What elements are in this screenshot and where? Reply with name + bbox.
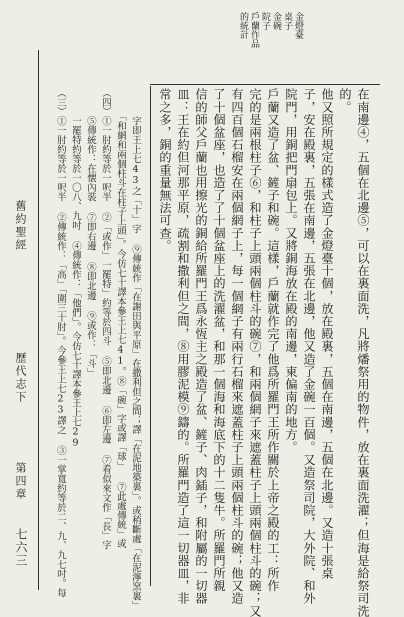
body-line-5: 院門，用銅把門扇包上。又將銅海放在殿的南邊，東偏南的地方。 [284, 88, 298, 454]
gloss-lampstand: 金燈臺 [293, 12, 303, 39]
notes-rule [150, 86, 151, 586]
top-rule [150, 84, 380, 85]
running-head-chapter: 第四章 [14, 462, 27, 501]
header-rule [38, 50, 39, 590]
footnote-1: （三）①一肘約等於一呎半 ②傳統作：「高」「圍三十肘」。今參王上七23譯之 ③一掌寬約等於二、九、九七吋。每 [55, 88, 66, 598]
body-line-12: 常之多，銅的重量無法可查。 [158, 88, 172, 252]
gloss-huram-works: 戶蘭作品 [249, 12, 259, 48]
body-line-6: 戶蘭又造了盆、鏟子和碗。這樣，戶蘭就作完了他爲所羅門王所作關於上帝之殿的工：所作 [266, 88, 280, 592]
gloss-court: 院子 [260, 12, 270, 30]
footnote-4: （四）①一肘約等於一呎半 ②「或作」一罷特」約等於四斗 ⑤即北邊 ⑥即左邊 ⑦看似來文作「長」字 [100, 88, 111, 550]
body-line-8: 有四百個石榴安在兩個網子上，每一個網子有兩行石榴來遮蓋柱子上頭兩個柱斗的碗；他又造 [230, 88, 244, 605]
page-number: 七六三 [14, 528, 28, 567]
body-line-4: 子，安在殿裏，五張在南邊，五張在北邊，他又造了金碗一百個。又造祭司院，大外院、和外 [302, 88, 316, 605]
body-line-1: 在南邊④，五個在北邊⑤，可以在裏面洗，凡將燔祭用的物件，放在裏面洗濯；但海是給祭司洗 [356, 88, 370, 617]
body-line-11: 皿：王在約但河那平原，疏割和撒利但之間，⑧用膠泥模⑨鑄的。所羅門造了這一切器皿，非 [176, 88, 190, 605]
body-line-9: 了十個盆座，也造了了十個盆座上的洗濯盆，和那一個海和海底下的十二隻牛。所羅門所親 [212, 88, 226, 592]
gloss-summary: 的統計 [238, 12, 248, 39]
running-head-section: 歷代志下 [14, 352, 27, 404]
body-line-3: 他又照所規定的樣式造了金燈臺十個，放在殿裏，五個在南邊，五個在北邊。又造十張桌 [320, 88, 334, 580]
footnote-5: 「和網和兩個柱斗在柱子上頭」。今仿七十譯本參王上七41。⑧「碗」字或譯「球」 ⑦此處傳統」或 [115, 88, 126, 549]
running-head-book: 舊約聖經 [14, 200, 27, 252]
gloss-bowls: 金碗 [271, 12, 281, 30]
footnote-2: 一罷特約等於一〇八、九吋 ④傳統作：「他們」。今仿七十譯本參王上七29 [70, 88, 81, 449]
gloss-tables: 桌子 [282, 12, 292, 30]
body-line-10: 信的師父戶蘭也用擦光的銅給所羅門王爲永恆主之殿造了盆、鏟子、肉鍤子，和附屬的一切器 [194, 88, 208, 605]
body-line-2: 的。 [338, 88, 352, 114]
footnote-6: 字即王上七43之「十」字 ⑨傳統作「在謝田與平原」在撒利但之間；譯「在泥地築裏」。或稍斷處「在泥濘窯裏」 [130, 88, 141, 611]
footnote-3: ⑤傳統作：在懐內裝 ⑦即右邊 ⑧即北邊 ⑨或作：「斗」 [85, 88, 96, 378]
body-line-7: 完的是兩根柱子⑥，和柱子上頭兩個柱斗的碗⑦，和兩個網子來遮蓋柱子上頭兩個柱斗的碗；又 [248, 88, 262, 617]
